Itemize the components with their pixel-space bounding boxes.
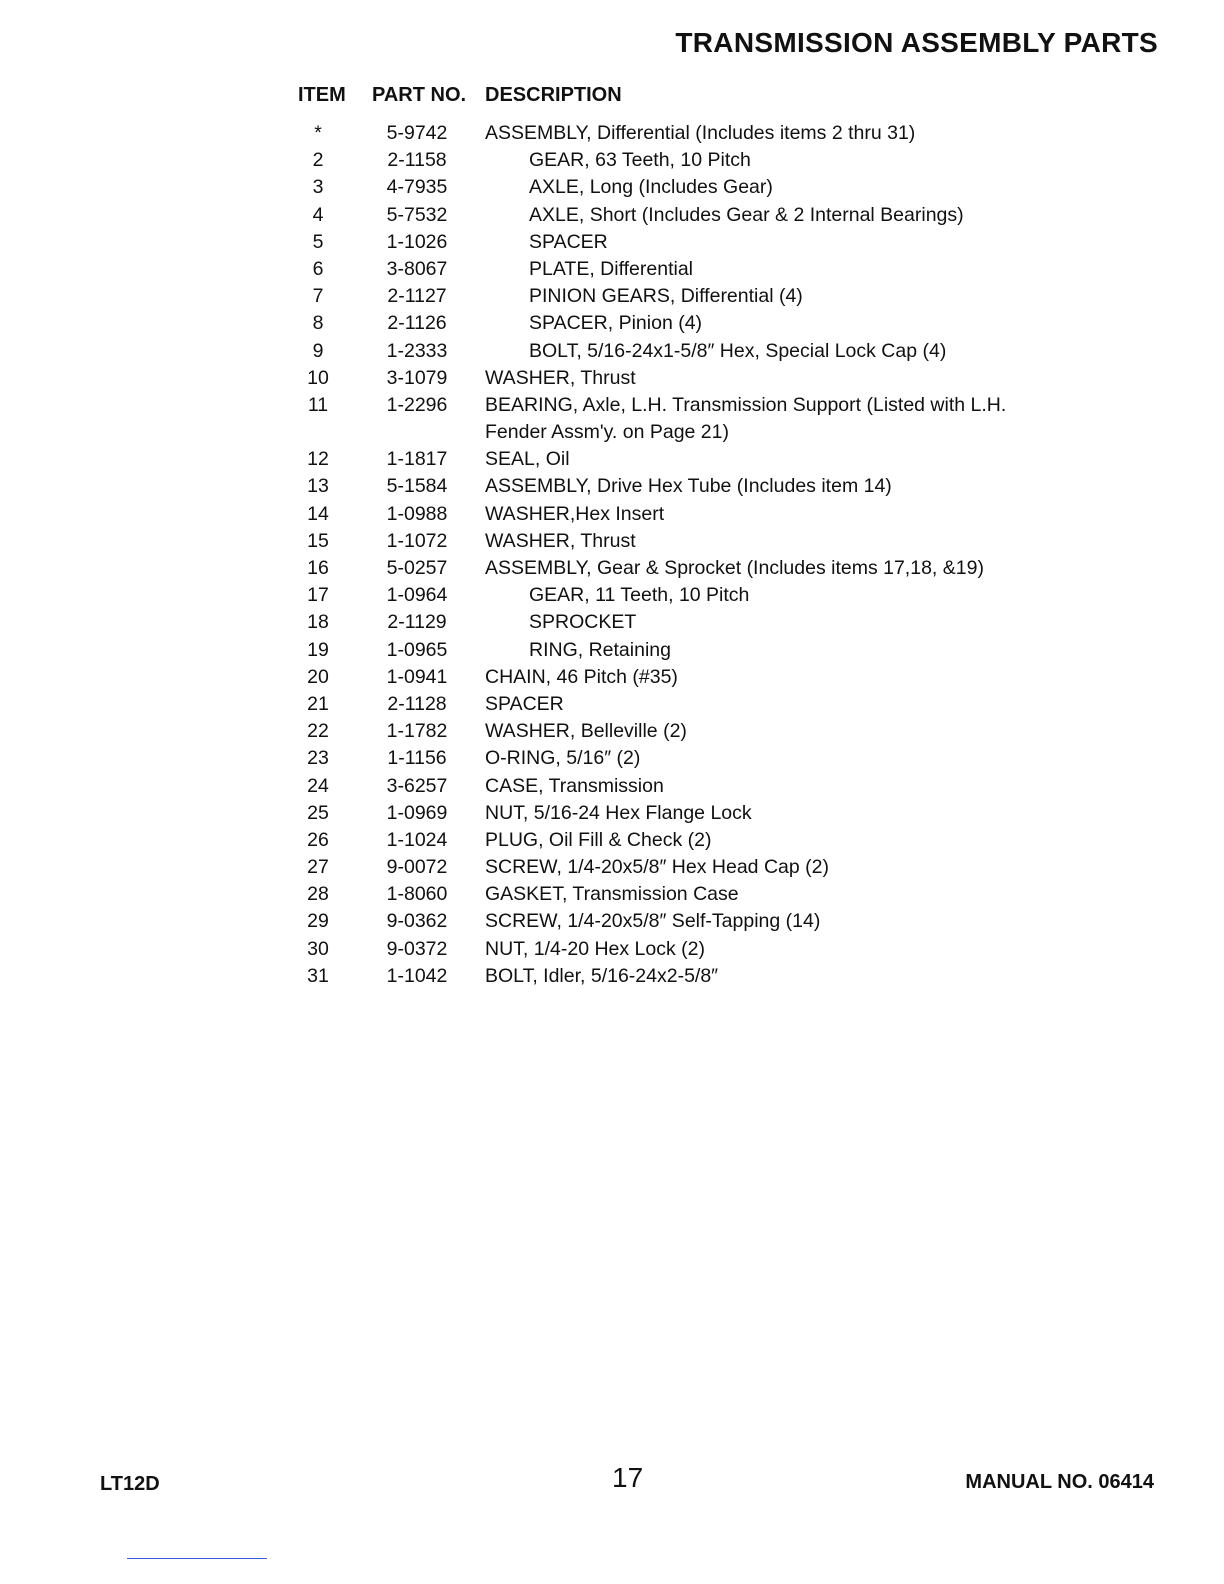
- part-number: 9-0372: [386, 937, 448, 960]
- table-row: [0, 528, 1224, 555]
- item-number: 2: [312, 149, 324, 172]
- item-number: 14: [307, 502, 329, 525]
- table-row: [0, 555, 1224, 582]
- part-number: 9-0072: [386, 856, 448, 879]
- part-number: 3-6257: [386, 774, 448, 797]
- item-number: 10: [307, 366, 329, 389]
- item-number: 25: [307, 801, 329, 824]
- part-number: 3-8067: [386, 257, 448, 280]
- item-number: 20: [307, 665, 329, 688]
- part-description: BEARING, Axle, L.H. Transmission Support (Listed with L.H. Fender Assm'y. on Page 21): [485, 393, 1007, 443]
- part-description: GASKET, Transmission Case: [485, 883, 739, 906]
- item-number: 8: [312, 312, 324, 335]
- item-number: 23: [307, 747, 329, 770]
- parts-list: [0, 120, 1224, 990]
- part-description: NUT, 1/4-20 Hex Lock (2): [485, 937, 705, 960]
- part-description: SPACER, Pinion (4): [529, 312, 703, 335]
- part-description: ASSEMBLY, Differential (Includes items 2 thru 31): [485, 122, 916, 144]
- part-number: 2-1127: [387, 285, 447, 308]
- item-number: 15: [307, 529, 329, 552]
- part-description: SPACER: [529, 230, 608, 253]
- table-row: [0, 174, 1224, 201]
- table-row: [0, 310, 1224, 337]
- part-number: 1-1817: [386, 448, 448, 471]
- part-description: BOLT, 5/16-24x1-5/8″ Hex, Special Lock Cap (4): [529, 339, 947, 362]
- part-number: 3-1079: [386, 366, 448, 389]
- part-description: PINION GEARS, Differential (4): [529, 285, 803, 308]
- part-description: SCREW, 1/4-20x5/8″ Self-Tapping (14): [485, 910, 821, 933]
- part-number: 1-8060: [386, 883, 448, 906]
- description-column-header: DESCRIPTION: [485, 84, 622, 106]
- table-row: [0, 446, 1224, 473]
- part-number: 1-1024: [386, 828, 448, 851]
- table-row: [0, 582, 1224, 609]
- table-row: [0, 881, 1224, 908]
- item-number: 29: [307, 910, 329, 933]
- item-number: 22: [307, 720, 329, 743]
- part-description: NUT, 5/16-24 Hex Flange Lock: [485, 801, 752, 824]
- part-number: 1-1072: [386, 529, 448, 552]
- part-description: WASHER, Thrust: [485, 529, 636, 552]
- part-description: SCREW, 1/4-20x5/8″ Hex Head Cap (2): [485, 856, 829, 879]
- table-row: [0, 392, 1224, 446]
- table-row: [0, 229, 1224, 256]
- part-number: 1-1026: [386, 230, 448, 253]
- part-number: 9-0362: [386, 910, 448, 933]
- table-row: [0, 283, 1224, 310]
- part-number: 2-1126: [387, 312, 447, 335]
- table-row: [0, 800, 1224, 827]
- part-description: RING, Retaining: [529, 638, 671, 661]
- table-row: [0, 365, 1224, 392]
- part-description: AXLE, Short (Includes Gear & 2 Internal Bearings): [529, 203, 964, 226]
- table-row: [0, 202, 1224, 229]
- part-description: WASHER, Belleville (2): [485, 720, 687, 743]
- part-description: GEAR, 63 Teeth, 10 Pitch: [529, 149, 751, 172]
- table-row: [0, 473, 1224, 500]
- part-number: 1-2333: [386, 339, 448, 362]
- part-number: 1-0941: [386, 665, 448, 688]
- item-number: 7: [312, 285, 324, 308]
- table-row: [0, 718, 1224, 745]
- part-description: SPACER: [485, 692, 564, 715]
- part-description: SEAL, Oil: [485, 448, 570, 471]
- footer-divider: [127, 1558, 267, 1559]
- part-description: ASSEMBLY, Gear & Sprocket (Includes items 17,18, &19): [485, 557, 984, 580]
- table-row: [0, 827, 1224, 854]
- part-number: 1-0965: [386, 638, 448, 661]
- part-number: 4-7935: [386, 176, 448, 199]
- part-number: 2-1128: [387, 692, 447, 715]
- table-row: [0, 609, 1224, 636]
- column-headers: [0, 84, 1224, 110]
- part-description: ASSEMBLY, Drive Hex Tube (Includes item 14): [485, 475, 892, 498]
- item-number: 16: [307, 557, 329, 580]
- part-description: PLUG, Oil Fill & Check (2): [485, 828, 712, 851]
- part-number: 1-0964: [386, 584, 448, 607]
- part-number: 1-1156: [387, 747, 447, 770]
- table-row: [0, 637, 1224, 664]
- item-column-header: ITEM: [298, 84, 346, 106]
- manual-number: MANUAL NO. 06414: [965, 1471, 1154, 1493]
- part-number: 5-9742: [386, 122, 448, 144]
- part-number: 2-1129: [387, 611, 447, 634]
- part-description: PLATE, Differential: [529, 257, 694, 280]
- table-row: [0, 256, 1224, 283]
- table-row: [0, 664, 1224, 691]
- part-description: AXLE, Long (Includes Gear): [529, 176, 773, 199]
- item-number: 17: [307, 584, 329, 607]
- item-number: 24: [307, 774, 329, 797]
- item-number: 3: [312, 176, 324, 199]
- item-number: 18: [307, 611, 329, 634]
- table-row: [0, 338, 1224, 365]
- item-number: 4: [312, 203, 324, 226]
- table-row: [0, 691, 1224, 718]
- item-number: 11: [307, 393, 329, 416]
- part-description: WASHER, Thrust: [485, 366, 636, 389]
- page-number: 17: [612, 1462, 644, 1493]
- table-row: [0, 908, 1224, 935]
- part-description: CASE, Transmission: [485, 774, 664, 797]
- part-description: CHAIN, 46 Pitch (#35): [485, 665, 678, 688]
- item-number: *: [314, 122, 322, 144]
- model-number: LT12D: [100, 1473, 160, 1495]
- part-description: GEAR, 11 Teeth, 10 Pitch: [529, 584, 750, 607]
- table-row: [0, 773, 1224, 800]
- table-row: [0, 120, 1224, 147]
- item-number: 31: [307, 964, 329, 987]
- item-number: 21: [307, 692, 329, 715]
- table-row: [0, 854, 1224, 881]
- part-description: BOLT, Idler, 5/16-24x2-5/8″: [485, 964, 719, 987]
- table-row: [0, 501, 1224, 528]
- item-number: 19: [307, 638, 329, 661]
- item-number: 9: [312, 339, 324, 362]
- item-number: 6: [312, 257, 324, 280]
- item-number: 27: [307, 856, 329, 879]
- part-number: 5-7532: [386, 203, 448, 226]
- page-title: TRANSMISSION ASSEMBLY PARTS: [675, 27, 1158, 58]
- item-number: 5: [312, 230, 324, 253]
- part-number: 1-0969: [386, 801, 448, 824]
- part-number: 1-0988: [386, 502, 448, 525]
- table-row: [0, 963, 1224, 990]
- part-number: 1-1042: [386, 964, 448, 987]
- part-number: 5-0257: [386, 557, 448, 580]
- table-row: [0, 936, 1224, 963]
- part-description: SPROCKET: [529, 611, 637, 634]
- table-row: [0, 745, 1224, 772]
- item-number: 26: [307, 828, 329, 851]
- part-number: 5-1584: [386, 475, 448, 498]
- part-number: 1-2296: [386, 393, 448, 416]
- item-number: 28: [307, 883, 329, 906]
- item-number: 12: [307, 448, 329, 471]
- part-description: O-RING, 5/16″ (2): [485, 747, 641, 770]
- item-number: 13: [307, 475, 329, 498]
- table-row: [0, 147, 1224, 174]
- item-number: 30: [307, 937, 329, 960]
- part-number: 2-1158: [387, 149, 447, 172]
- part-number-column-header: PART NO.: [372, 84, 467, 106]
- part-number: 1-1782: [386, 720, 448, 743]
- part-description: WASHER,Hex Insert: [485, 502, 665, 525]
